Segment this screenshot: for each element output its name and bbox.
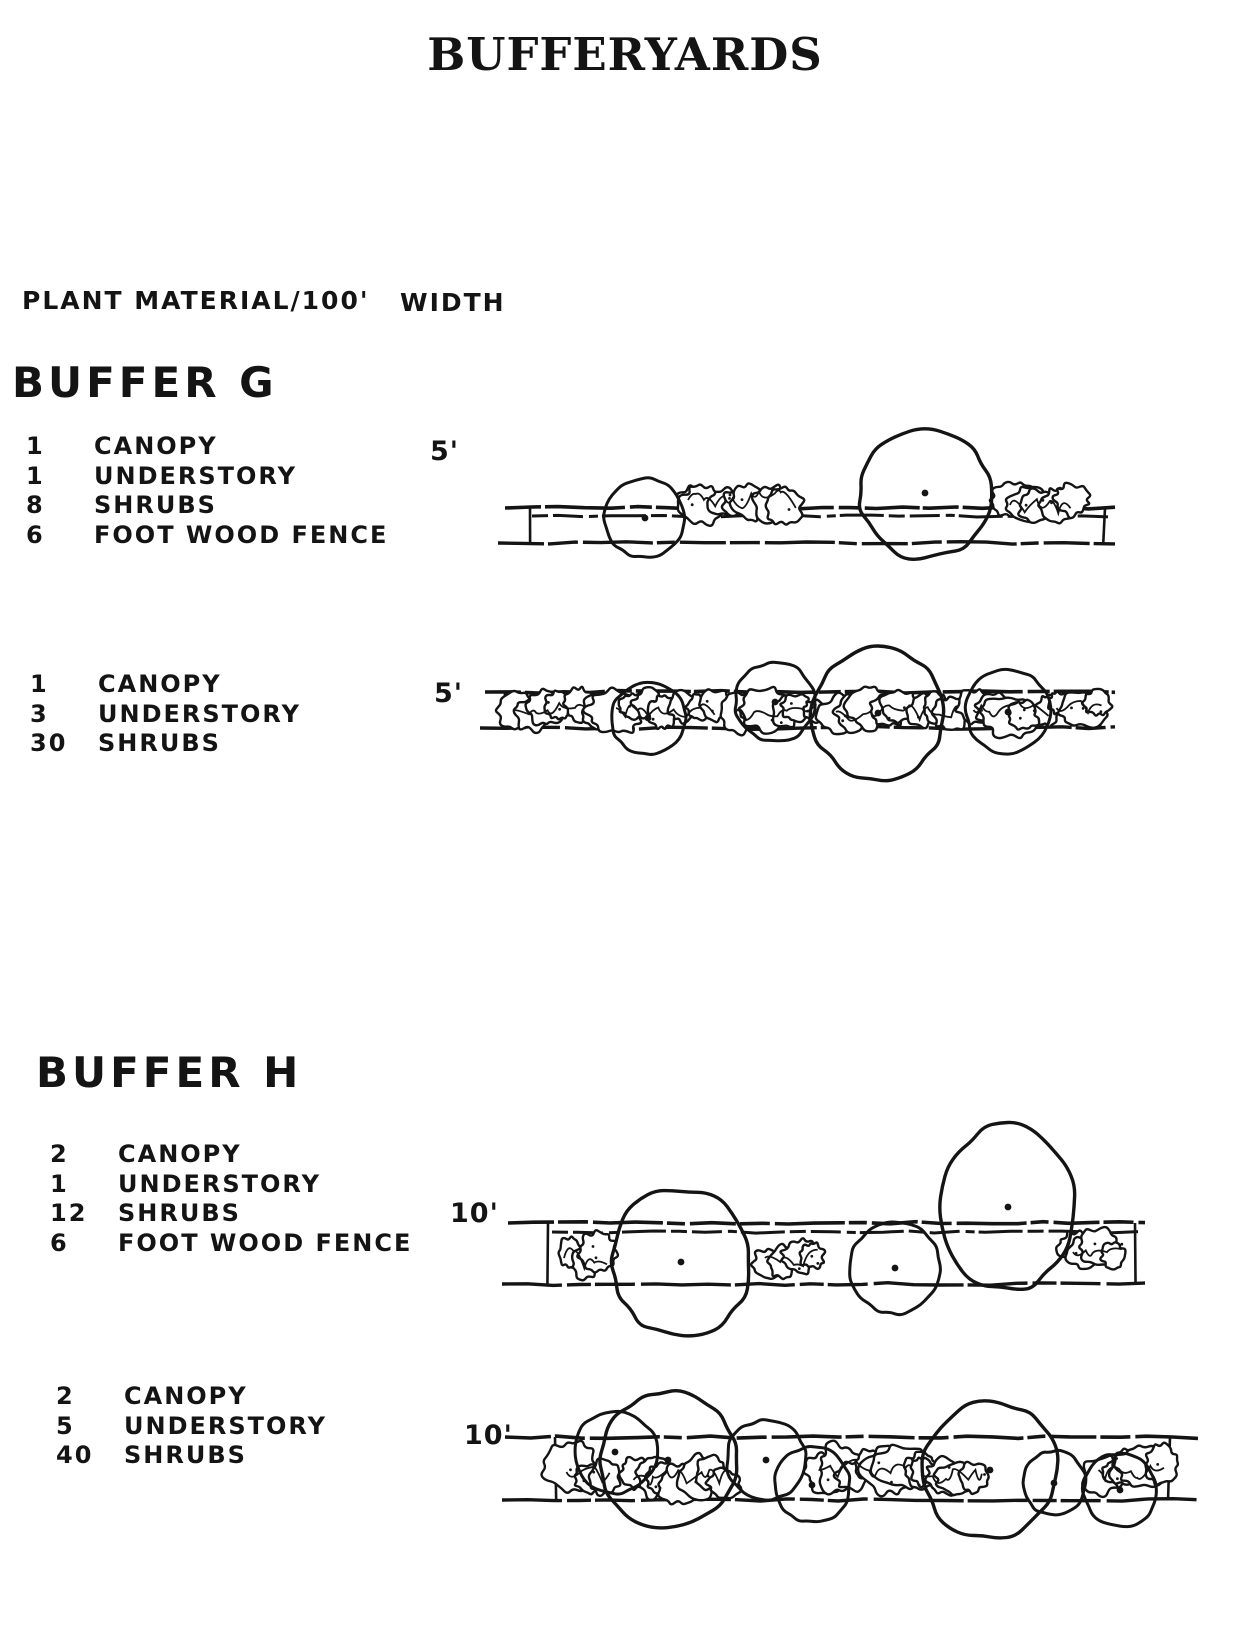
plant-qty: 30 (30, 729, 68, 757)
plant-label: CANOPY (118, 1140, 242, 1168)
plant-qty: 1 (26, 432, 45, 460)
shrub-speck (655, 1485, 658, 1488)
width-value: 5' (434, 678, 464, 709)
tree-center-dot (772, 699, 779, 706)
shrub-speck (1116, 1477, 1119, 1480)
shrub-cluster (1082, 1443, 1178, 1497)
shrub-cluster (677, 483, 804, 525)
shrub-cluster (542, 1441, 621, 1496)
shrub-speck (1050, 501, 1053, 504)
plant-list-buffer-g-option-1 (26, 432, 388, 550)
shrub-speck (628, 705, 631, 708)
tree-center-dot (987, 1467, 994, 1474)
tree-center-dot (875, 710, 882, 717)
plant-qty: 6 (50, 1228, 69, 1257)
tree-center-dot (763, 1457, 770, 1464)
plant-qty: 6 (26, 520, 45, 549)
band-bottom-line (502, 1283, 1145, 1286)
shrub-cluster (990, 482, 1090, 523)
shrub-cluster (1048, 689, 1112, 728)
tree-center-dot (922, 490, 929, 497)
shrub-speck (788, 508, 791, 511)
shrub-speck (691, 503, 694, 506)
tree-center-dot (1005, 709, 1012, 716)
shrub-speck (595, 1256, 598, 1259)
shrub-speck (844, 715, 847, 718)
plant-qty: 12 (50, 1199, 88, 1227)
plant-qty: 1 (30, 670, 49, 698)
tree-center-dot (1005, 1204, 1012, 1211)
bufferyard-plan-diagram-g2 (420, 625, 1200, 800)
plant-label: UNDERSTORY (94, 461, 297, 490)
shrub-cluster (751, 1238, 825, 1279)
bufferyard-plan-diagram-h1 (430, 1095, 1210, 1355)
band-end-tick (1135, 1223, 1136, 1284)
band-end-tick (1103, 508, 1105, 543)
tree-center-dot (1051, 1480, 1058, 1487)
tree-center-dot (642, 515, 649, 522)
plant-qty: 1 (26, 461, 45, 490)
shrub-speck (1025, 504, 1028, 507)
plant-label: FOOT WOOD FENCE (118, 1228, 413, 1257)
band-end-tick (547, 1223, 548, 1284)
shrub-speck (888, 717, 891, 720)
plant-qty: 8 (26, 491, 45, 519)
bufferyard-plan-diagram-h2 (430, 1320, 1230, 1560)
width-value: 10' (464, 1420, 513, 1451)
shrub-speck (722, 1467, 725, 1470)
shrub-speck (728, 497, 731, 500)
tree-center-dot (645, 715, 652, 722)
tree-center-dot (809, 1482, 816, 1489)
section-heading-buffer-g: BUFFER G (12, 358, 278, 407)
width-value: 10' (450, 1198, 499, 1229)
plant-row (50, 1170, 412, 1200)
shrub-speck (790, 702, 793, 705)
shrub-speck (567, 712, 570, 715)
shrub-speck (806, 710, 809, 713)
plant-label: CANOPY (94, 432, 218, 460)
tree-center-dot (612, 1449, 619, 1456)
shrub-speck (741, 498, 744, 501)
plant-label: CANOPY (98, 670, 222, 698)
shrub-speck (707, 1475, 710, 1478)
shrub-speck (827, 1478, 830, 1481)
shrub-speck (729, 494, 732, 497)
plant-row (26, 432, 388, 462)
shrub-speck (1115, 1457, 1118, 1460)
shrub-cluster (619, 1453, 741, 1504)
shrub-speck (547, 701, 550, 704)
shrub-speck (1082, 707, 1085, 710)
band-bottom-line (502, 1499, 1200, 1501)
wood-fence-line (552, 1231, 1138, 1233)
plant-qty: 5 (56, 1411, 75, 1440)
shrub-speck (917, 716, 920, 719)
plant-label: CANOPY (124, 1382, 248, 1410)
shrub-speck (877, 1461, 880, 1464)
shrub-speck (810, 1255, 813, 1258)
plant-qty: 40 (56, 1441, 94, 1469)
plant-label: FOOT WOOD FENCE (94, 520, 389, 549)
shrub-speck (983, 1473, 986, 1476)
tree-center-dot (892, 1265, 899, 1272)
tree-center-dot (1117, 1487, 1124, 1494)
shrub-speck (592, 1471, 595, 1474)
plant-row (50, 1199, 412, 1229)
plant-label: SHRUBS (124, 1441, 247, 1469)
shrub-speck (1100, 710, 1103, 713)
shrub-cluster (816, 687, 969, 734)
shrub-speck (652, 700, 655, 703)
plant-row (50, 1140, 412, 1170)
plant-row (56, 1382, 327, 1412)
plant-list-buffer-h-option-1 (50, 1140, 412, 1258)
column-header-width: WIDTH (400, 288, 506, 317)
plant-row (50, 1229, 412, 1259)
shrub-speck (1023, 709, 1026, 712)
plant-row (30, 700, 301, 730)
plant-qty: 2 (50, 1140, 69, 1168)
shrub-speck (694, 1481, 697, 1484)
shrub-speck (1120, 1243, 1123, 1246)
plant-row (26, 462, 388, 492)
shrub-speck (706, 700, 709, 703)
shrub-speck (659, 1487, 662, 1490)
shrub-speck (948, 1466, 951, 1469)
shrub-speck (652, 718, 655, 721)
plant-list-buffer-h-option-2 (56, 1382, 327, 1471)
shrub-speck (890, 1481, 893, 1484)
band-top-line (505, 1436, 1198, 1438)
shrub-speck (798, 1267, 801, 1270)
shrub-speck (592, 1245, 595, 1248)
shrub-speck (816, 1262, 819, 1265)
plant-label: SHRUBS (118, 1199, 241, 1227)
shrub-speck (918, 1484, 921, 1487)
plant-row (56, 1441, 327, 1471)
shrub-speck (1075, 1252, 1078, 1255)
plant-label: UNDERSTORY (118, 1169, 321, 1198)
plant-qty: 2 (56, 1382, 75, 1410)
plant-row (26, 491, 388, 521)
band-top-line (508, 1222, 1145, 1224)
shrub-speck (903, 706, 906, 709)
shrub-cluster (583, 687, 730, 733)
shrub-speck (711, 710, 714, 713)
shrub-speck (1033, 709, 1036, 712)
plant-row (26, 521, 388, 551)
plant-row (30, 670, 301, 700)
plant-label: SHRUBS (94, 491, 217, 519)
tree-center-dot (678, 1259, 685, 1266)
bufferyard-plan-diagram-g1 (420, 415, 1200, 590)
plant-label: UNDERSTORY (98, 699, 301, 728)
shrub-speck (771, 719, 774, 722)
column-header-plant-material: PLANT MATERIAL/100' (22, 286, 370, 315)
plant-label: SHRUBS (98, 729, 221, 757)
shrub-speck (569, 1468, 572, 1471)
shrub-blob (959, 1462, 989, 1494)
shrub-speck (980, 709, 983, 712)
plant-list-buffer-g-option-2 (30, 670, 301, 759)
plant-row (30, 729, 301, 759)
shrub-speck (558, 708, 561, 711)
shrub-speck (780, 721, 783, 724)
tree-center-dot (665, 1457, 672, 1464)
shrub-speck (841, 719, 844, 722)
plant-qty: 1 (50, 1169, 69, 1198)
shrub-speck (1156, 1463, 1159, 1466)
width-value: 5' (430, 436, 460, 467)
shrub-speck (1094, 1243, 1097, 1246)
shrub-speck (1019, 717, 1022, 720)
plant-label: UNDERSTORY (124, 1411, 327, 1440)
shrub-speck (1042, 499, 1045, 502)
shrub-cluster (559, 1230, 618, 1280)
section-heading-buffer-h: BUFFER H (36, 1048, 303, 1097)
plant-qty: 3 (30, 699, 49, 728)
plant-row (56, 1412, 327, 1442)
shrub-speck (1070, 707, 1073, 710)
page-title: BUFFERYARDS (427, 28, 823, 81)
band-bottom-line (498, 542, 1115, 544)
